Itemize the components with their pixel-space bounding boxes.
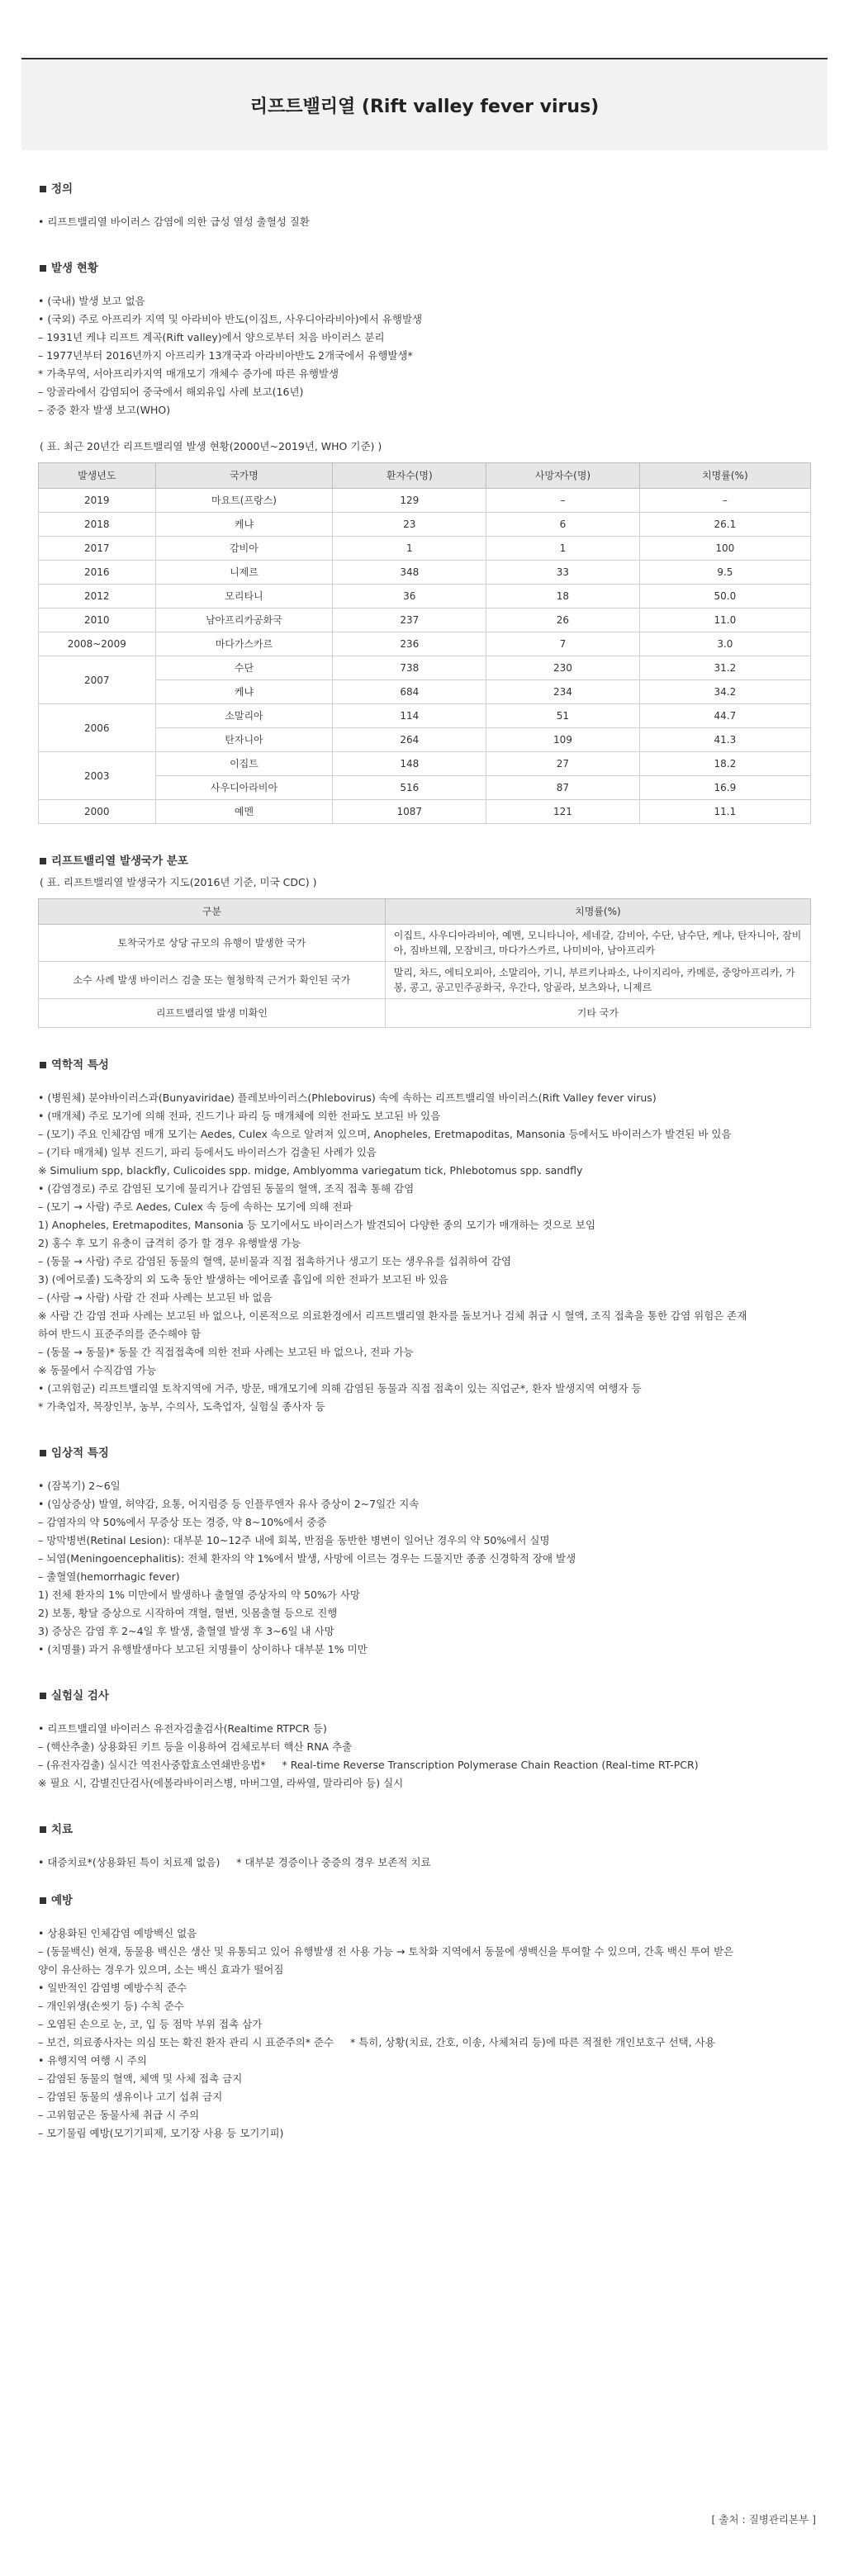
country-cell: 탄자니아 xyxy=(155,728,333,752)
cases-cell: 738 xyxy=(333,656,486,680)
lab-line: ※ 필요 시, 감별진단검사(에볼라바이러스병, 마버그열, 라싸열, 말라리아 등) 실시 xyxy=(38,1777,404,1789)
epidemiology-line: * 가축업자, 목장인부, 농부, 수의사, 도축업자, 실험실 종사자 등 xyxy=(38,1400,325,1413)
deaths-cell: 7 xyxy=(486,632,640,656)
country-cell: 모리타니 xyxy=(155,585,333,608)
prevention-line: – 감염된 동물의 생유이나 고기 섭취 금지 xyxy=(38,2091,223,2103)
page-title: 리프트밸리열 (Rift valley fever virus) xyxy=(249,96,600,117)
table-row xyxy=(39,704,811,728)
prevention-line: – (동물백신) 현재, 동물용 백신은 생산 및 유통되고 있어 유행발생 전 사용 가능 → 토착화 지역에서 동물에 생백신을 투여할 수 있으며, 간혹 백신 투여 받은 xyxy=(38,1945,734,1958)
prevention-line: 양이 유산하는 경우가 있으며, 소는 백신 효과가 떨어짐 xyxy=(38,1963,284,1976)
clinical-line: – 출혈열(hemorrhagic fever) xyxy=(38,1570,180,1583)
deaths-cell: 234 xyxy=(486,680,640,704)
clinical-line: • (치명률) 과거 유행발생마다 보고된 치명률이 상이하나 대부분 1% 미만 xyxy=(38,1643,368,1655)
year-cell: 2000 xyxy=(39,800,156,824)
year-cell: 2008~2009 xyxy=(39,632,156,656)
table-row xyxy=(39,656,811,680)
status-text xyxy=(38,292,814,419)
table-row xyxy=(39,537,811,561)
cases-cell: 1087 xyxy=(333,800,486,824)
cfr-cell: 41.3 xyxy=(639,728,810,752)
country-cell: 케냐 xyxy=(155,513,333,537)
cases-cell: 348 xyxy=(333,561,486,585)
lab-line: • 리프트밸리열 바이러스 유전자검출검사(Realtime RTPCR 등) xyxy=(38,1722,327,1735)
clinical-line: 3) 증상은 감염 후 2~4일 후 발생, 출혈열 발생 후 3~6일 내 사망 xyxy=(38,1625,334,1637)
cfr-cell: 44.7 xyxy=(639,704,810,728)
epidemiology-line: 3) (에어로졸) 도축장의 외 도축 동안 발생하는 에어로졸 흡입에 의한 전파가 보고된 바 있음 xyxy=(38,1273,448,1286)
year-cell: 2019 xyxy=(39,489,156,513)
prevention-line: – 보건, 의료종사자는 의심 또는 확진 환자 관리 시 표준주의* 준수 * 특히, 상황(치료, 간호, 이송, 사체처리 등)에 따른 적절한 개인보호구 선택, 사용 xyxy=(38,2036,715,2048)
cases-cell: 23 xyxy=(333,513,486,537)
epidemiology-line: ※ 사람 간 감염 전파 사례는 보고된 바 없으나, 이론적으로 의료환경에서 리프트밸리열 환자를 돌보거나 검체 취급 시 혈액, 조직 접촉을 통한 감염 위험은 존재 xyxy=(38,1309,747,1322)
deaths-cell: 87 xyxy=(486,776,640,800)
outbreak-table xyxy=(38,462,811,824)
distribution-table xyxy=(38,898,811,1028)
treatment-line: • 대증치료*(상용화된 특이 치료제 없음) * 대부분 경증이나 중증의 경우 보존적 치료 xyxy=(38,1856,431,1868)
section-heading-clinical: 임상적 특징 xyxy=(38,1444,814,1462)
prevention-line: – 오염된 손으로 눈, 코, 입 등 점막 부위 접촉 삼가 xyxy=(38,2018,263,2030)
clinical-line: – 뇌염(Meningoencephalitis): 전체 환자의 약 1%에서 발생, 사망에 이르는 경우는 드물지만 종종 신경학적 장애 발생 xyxy=(38,1552,576,1565)
cfr-cell: 26.1 xyxy=(639,513,810,537)
prevention-line: • 일반적인 감염병 예방수칙 준수 xyxy=(38,1982,187,1994)
epidemiology-line: • (병원체) 분야바이러스과(Bunyaviridae) 플레보바이러스(Phlebovirus) 속에 속하는 리프트밸리열 바이러스(Rift Valley fever virus) xyxy=(38,1091,657,1104)
column-header: 구분 xyxy=(39,899,386,925)
status-line: • (국외) 주로 아프리카 지역 및 아라비아 반도(이집트, 사우디아라비아)에서 유행발생 xyxy=(38,313,423,325)
country-cell: 소말리아 xyxy=(155,704,333,728)
lab-text xyxy=(38,1720,814,1792)
prevention-line: – 모기물림 예방(모기기피제, 모기장 사용 등 모기기피) xyxy=(38,2127,284,2139)
cfr-cell: 11.1 xyxy=(639,800,810,824)
table-row xyxy=(39,800,811,824)
epidemiology-line: – (동물 → 사람) 주로 감염된 동물의 혈액, 분비물과 직접 접촉하거나 생고기 또는 생우유를 섭취하여 감염 xyxy=(38,1255,512,1267)
lab-line: – (유전자검출) 실시간 역전사중합효소연쇄반응법* * Real-time Reverse Transcription Polymerase Chain Reaction (Real-time RT-PCR) xyxy=(38,1759,699,1771)
outbreak-table-header xyxy=(39,463,811,489)
cases-cell: 516 xyxy=(333,776,486,800)
deaths-cell: 1 xyxy=(486,537,640,561)
country-cell: 니제르 xyxy=(155,561,333,585)
epidemiology-text xyxy=(38,1089,814,1416)
epidemiology-line: ※ Simulium spp, blackfly, Culicoides spp. midge, Amblyomma variegatum tick, Phlebotomus spp. sandfly xyxy=(38,1164,583,1177)
year-cell: 2006 xyxy=(39,704,156,752)
section-heading-status: 발생 현황 xyxy=(38,259,814,277)
column-header: 치명률(%) xyxy=(385,899,810,925)
status-line: * 가축무역, 서아프리카지역 매개모기 개체수 증가에 따른 유행발생 xyxy=(38,367,339,380)
epidemiology-line: – (모기) 주요 인체감염 매개 모기는 Aedes, Culex 속으로 알려져 있으며, Anopheles, Eretmapoditas, Mansonia 등에서도 바이러스가 발견된 바 있음 xyxy=(38,1128,732,1140)
year-cell: 2010 xyxy=(39,608,156,632)
definition-line: • 리프트밸리열 바이러스 감염에 의한 급성 열성 출혈성 질환 xyxy=(38,215,310,228)
table2-caption: ( 표. 리프트밸리열 발생국가 지도(2016년 기준, 미국 CDC) ) xyxy=(40,876,317,888)
section-heading-lab: 실험실 검사 xyxy=(38,1687,814,1705)
cases-cell: 684 xyxy=(333,680,486,704)
title-banner xyxy=(21,58,828,150)
cases-cell: 237 xyxy=(333,608,486,632)
cases-cell: 1 xyxy=(333,537,486,561)
definition-text xyxy=(38,213,814,231)
epidemiology-line: 2) 홍수 후 모기 유충이 급격히 증가 할 경우 유행발생 가능 xyxy=(38,1237,301,1249)
country-cell: 예멘 xyxy=(155,800,333,824)
epidemiology-line: ※ 동물에서 수직감염 가능 xyxy=(38,1364,157,1376)
clinical-line: 1) 전체 환자의 1% 미만에서 발생하나 출혈열 증상자의 약 50%가 사망 xyxy=(38,1589,360,1601)
source-credit: [ 출처 : 질병관리본부 ] xyxy=(711,2513,816,2526)
cfr-cell: 11.0 xyxy=(639,608,810,632)
lab-line: – (핵산추출) 상용화된 키트 등을 이용하여 검체로부터 핵산 RNA 추출 xyxy=(38,1740,353,1753)
year-cell: 2017 xyxy=(39,537,156,561)
cfr-cell: 9.5 xyxy=(639,561,810,585)
country-cell: 감비아 xyxy=(155,537,333,561)
status-line: • (국내) 발생 보고 없음 xyxy=(38,295,145,307)
clinical-line: • (잠복기) 2~6일 xyxy=(38,1480,121,1492)
cfr-cell: 16.9 xyxy=(639,776,810,800)
column-header: 사망자수(명) xyxy=(486,463,640,489)
epidemiology-line: • (감염경로) 주로 감염된 모기에 물리거나 감염된 동물의 혈액, 조직 접촉 통해 감염 xyxy=(38,1182,415,1195)
section-heading-prevention: 예방 xyxy=(38,1892,814,1910)
column-header: 치명률(%) xyxy=(639,463,810,489)
section-heading-treatment: 치료 xyxy=(38,1821,814,1839)
cases-cell: 264 xyxy=(333,728,486,752)
country-cell: 마다가스카르 xyxy=(155,632,333,656)
clinical-line: 2) 보통, 황달 증상으로 시작하여 객혈, 혈변, 잇몸출혈 등으로 진행 xyxy=(38,1607,338,1619)
status-line: – 1931년 케냐 리프트 계곡(Rift valley)에서 양으로부터 처음 바이러스 분리 xyxy=(38,331,385,343)
cfr-cell: 31.2 xyxy=(639,656,810,680)
section-heading-epidemiology: 역학적 특성 xyxy=(38,1056,814,1074)
cfr-cell: 34.2 xyxy=(639,680,810,704)
cfr-cell: 18.2 xyxy=(639,752,810,776)
category-cell: 리프트밸리열 발생 미확인 xyxy=(39,999,386,1028)
countries-cell: 말리, 차드, 에티오피아, 소말리아, 기니, 부르키나파소, 나이지리아, 카메룬, 중앙아프리카, 가봉, 콩고, 공고민주공화국, 우간다, 앙골라, 보츠와나, 니제르 xyxy=(385,962,810,999)
treatment-text xyxy=(38,1854,814,1872)
prevention-line: – 감염된 동물의 혈액, 체액 및 사체 접촉 금지 xyxy=(38,2072,243,2085)
cases-cell: 148 xyxy=(333,752,486,776)
country-cell: 케냐 xyxy=(155,680,333,704)
countries-cell: 이집트, 사우디아라비아, 예멘, 모니타니아, 세네갈, 감비아, 수단, 남수단, 케냐, 탄자니아, 잠비아, 짐바브웨, 모잠비크, 마다가스카르, 나미비아, 남아프리카 xyxy=(385,925,810,962)
table-row xyxy=(39,608,811,632)
category-cell: 토착국가로 상당 규모의 유행이 발생한 국가 xyxy=(39,925,386,962)
table-row xyxy=(39,752,811,776)
year-cell: 2003 xyxy=(39,752,156,800)
document-content xyxy=(38,170,814,2143)
prevention-text xyxy=(38,1925,814,2143)
cases-cell: 36 xyxy=(333,585,486,608)
prevention-line: • 유행지역 여행 시 주의 xyxy=(38,2054,147,2067)
epidemiology-line: – (사람 → 사람) 사람 간 전파 사례는 보고된 바 없음 xyxy=(38,1291,273,1304)
cases-cell: 129 xyxy=(333,489,486,513)
deaths-cell: 230 xyxy=(486,656,640,680)
country-cell: 이집트 xyxy=(155,752,333,776)
clinical-line: – 망막병변(Retinal Lesion): 대부분 10~12주 내에 회복, 반점을 동반한 병변이 일어난 경우의 약 50%에서 실명 xyxy=(38,1534,550,1546)
table-row xyxy=(39,632,811,656)
table-row xyxy=(39,561,811,585)
year-cell: 2007 xyxy=(39,656,156,704)
year-cell: 2018 xyxy=(39,513,156,537)
table-row xyxy=(39,925,811,962)
deaths-cell: 6 xyxy=(486,513,640,537)
table-row xyxy=(39,489,811,513)
country-cell: 남아프리카공화국 xyxy=(155,608,333,632)
clinical-line: – 감염자의 약 50%에서 무증상 또는 경증, 약 8~10%에서 중증 xyxy=(38,1516,327,1528)
cfr-cell: 100 xyxy=(639,537,810,561)
deaths-cell: 26 xyxy=(486,608,640,632)
cfr-cell: – xyxy=(639,489,810,513)
status-line: – 중증 환자 발생 보고(WHO) xyxy=(38,404,171,416)
epidemiology-line: – (모기 → 사람) 주로 Aedes, Culex 속 등에 속하는 모기에 의해 전파 xyxy=(38,1200,353,1213)
prevention-line: • 상용화된 인체감염 예방백신 없음 xyxy=(38,1927,197,1939)
year-cell: 2016 xyxy=(39,561,156,585)
cases-cell: 236 xyxy=(333,632,486,656)
country-cell: 사우디아라비아 xyxy=(155,776,333,800)
column-header: 발생년도 xyxy=(39,463,156,489)
country-cell: 수단 xyxy=(155,656,333,680)
section-heading-definition: 정의 xyxy=(38,180,814,198)
epidemiology-line: 1) Anopheles, Eretmapodites, Mansonia 등 모기에서도 바이러스가 발견되어 다양한 종의 모기가 매개하는 것으로 보임 xyxy=(38,1219,596,1231)
category-cell: 소수 사례 발생 바이러스 검출 또는 혈청학적 근거가 확인된 국가 xyxy=(39,962,386,999)
column-header: 환자수(명) xyxy=(333,463,486,489)
table-row xyxy=(39,513,811,537)
epidemiology-line: – (기타 매개체) 일부 진드기, 파리 등에서도 바이러스가 검출된 사례가 있음 xyxy=(38,1146,377,1158)
deaths-cell: 51 xyxy=(486,704,640,728)
status-line: – 1977년부터 2016년까지 아프리카 13개국과 아라비아반도 2개국에서 유행발생* xyxy=(38,349,413,362)
clinical-text xyxy=(38,1477,814,1659)
deaths-cell: 18 xyxy=(486,585,640,608)
year-cell: 2012 xyxy=(39,585,156,608)
deaths-cell: 27 xyxy=(486,752,640,776)
clinical-line: • (임상증상) 발열, 허약감, 요통, 어지럼증 등 인플루엔자 유사 증상이 2~7일간 지속 xyxy=(38,1498,420,1510)
section-heading-distribution: 리프트밸리열 발생국가 분포 xyxy=(38,852,814,870)
deaths-cell: 33 xyxy=(486,561,640,585)
distribution-table-header xyxy=(39,899,811,925)
cfr-cell: 50.0 xyxy=(639,585,810,608)
table1-caption: ( 표. 최근 20년간 리프트밸리열 발생 현황(2000년~2019년, WHO 기준) ) xyxy=(40,440,382,452)
cases-cell: 114 xyxy=(333,704,486,728)
country-cell: 마요트(프랑스) xyxy=(155,489,333,513)
table-row xyxy=(39,585,811,608)
epidemiology-line: • (고위험군) 리프트밸리열 토착지역에 거주, 방문, 매개모기에 의해 감염된 동물과 직접 접촉이 있는 직업군*, 환자 발생지역 여행자 등 xyxy=(38,1382,642,1395)
column-header: 국가명 xyxy=(155,463,333,489)
prevention-line: – 개인위생(손씻기 등) 수칙 준수 xyxy=(38,2000,184,2012)
prevention-line: – 고위험군은 동물사체 취급 시 주의 xyxy=(38,2109,200,2121)
epidemiology-line: – (동물 → 동물)* 동물 간 직접접촉에 의한 전파 사례는 보고된 바 없으나, 전파 가능 xyxy=(38,1346,414,1358)
deaths-cell: – xyxy=(486,489,640,513)
status-line: – 앙골라에서 감염되어 중국에서 해외유입 사례 보고(16년) xyxy=(38,386,304,398)
epidemiology-line: • (매개체) 주로 모기에 의해 전파, 진드기나 파리 등 매개체에 의한 전파도 보고된 바 있음 xyxy=(38,1110,441,1122)
deaths-cell: 109 xyxy=(486,728,640,752)
table-row xyxy=(39,999,811,1028)
cfr-cell: 3.0 xyxy=(639,632,810,656)
table-row xyxy=(39,962,811,999)
epidemiology-line: 하여 반드시 표준주의를 준수해야 함 xyxy=(38,1328,202,1340)
countries-cell: 기타 국가 xyxy=(385,999,810,1028)
deaths-cell: 121 xyxy=(486,800,640,824)
